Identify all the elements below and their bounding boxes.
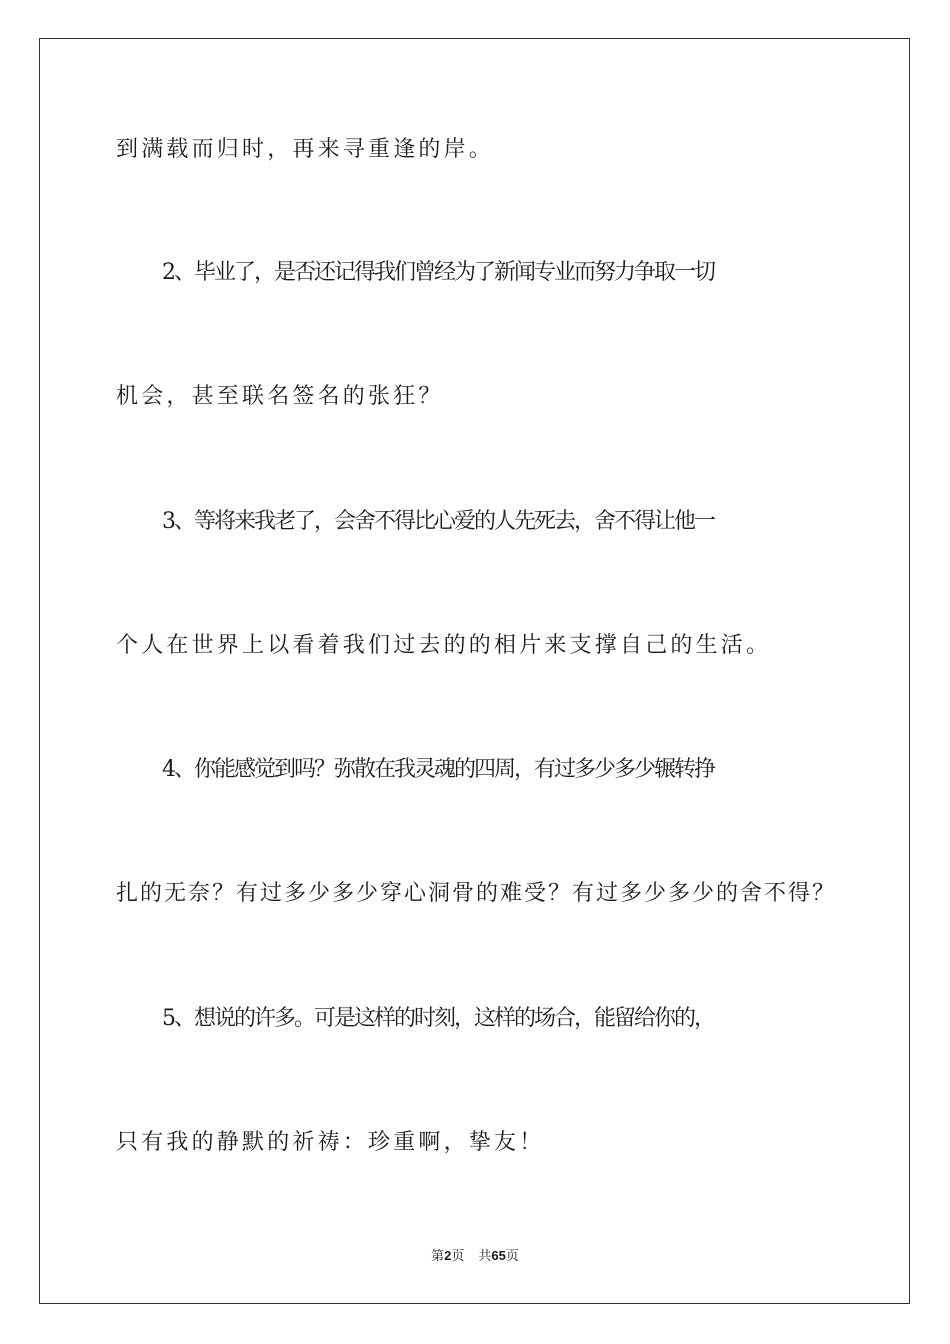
text-line-6: 4、你能感觉到吗？弥散在我灵魂的四周，有过多少多少辗转挣 — [162, 757, 714, 782]
text-line-3: 机会，甚至联名签名的张狂？ — [116, 384, 444, 409]
footer-total-suffix: 页 — [505, 1249, 519, 1264]
text-line-1: 到满载而归时，再来寻重逢的岸。 — [116, 137, 495, 162]
footer-total-pages: 65 — [491, 1248, 506, 1263]
footer-page-number: 2 — [444, 1248, 452, 1263]
footer-page-prefix: 第 — [431, 1249, 445, 1264]
text-line-4: 3、等将来我老了，会舍不得比心爱的人先死去，舍不得让他一 — [162, 509, 714, 534]
page-border — [39, 38, 910, 1304]
text-line-8: 5、想说的许多。可是这样的时刻，这样的场合，能留给你的， — [162, 1006, 714, 1031]
text-line-5: 个人在世界上以看着我们过去的的相片来支撑自己的生活。 — [116, 633, 772, 658]
footer-page-suffix: 页 — [451, 1249, 465, 1264]
footer-total-prefix: 共 — [478, 1249, 492, 1264]
text-line-7: 扎的无奈？有过多少多少穿心洞骨的难受？有过多少多少的舍不得？ — [116, 881, 837, 906]
text-line-9: 只有我的静默的祈祷：珍重啊，挚友！ — [116, 1130, 545, 1155]
page-footer — [0, 1247, 950, 1266]
text-line-2: 2、毕业了，是否还记得我们曾经为了新闻专业而努力争取一切 — [162, 260, 714, 285]
